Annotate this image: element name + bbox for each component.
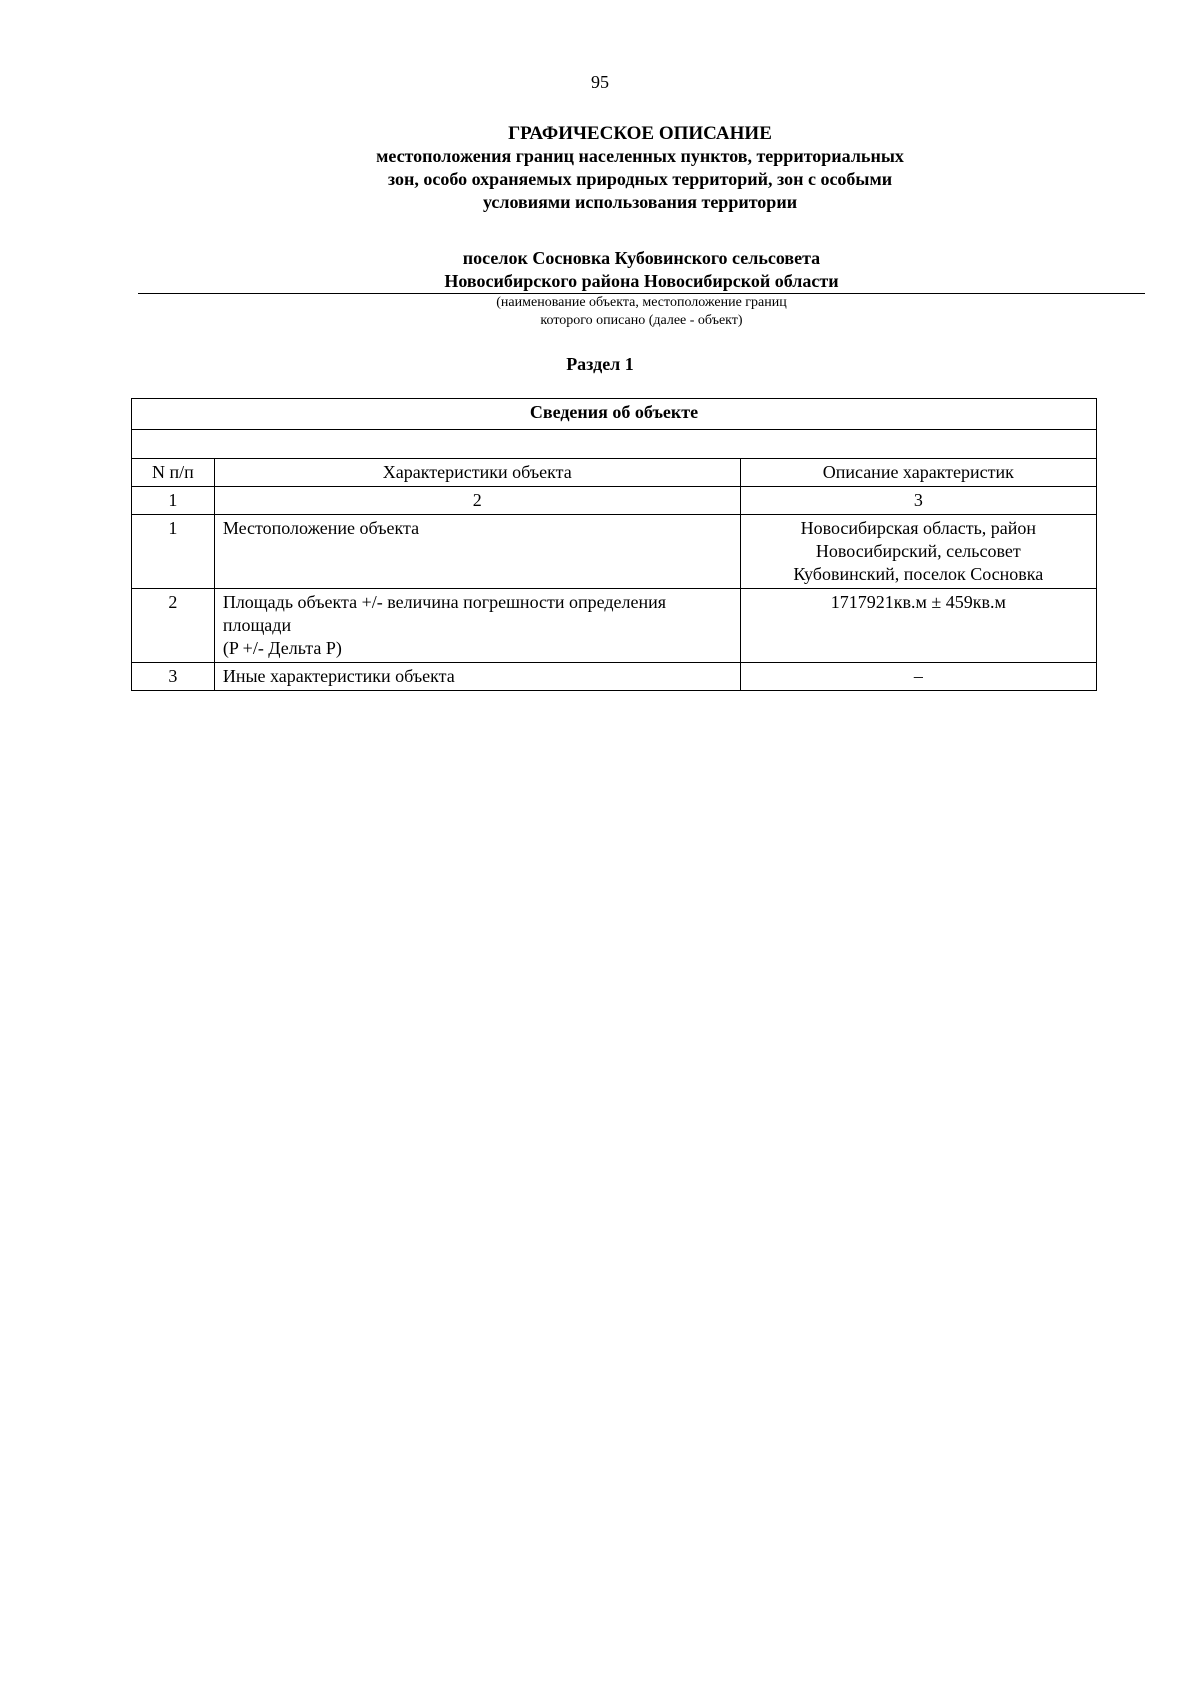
row-num: 1 bbox=[132, 515, 215, 589]
row-characteristic bbox=[214, 589, 740, 663]
table-caption-row bbox=[132, 399, 1097, 430]
row-description bbox=[740, 515, 1096, 589]
index-cell-1: 1 bbox=[132, 487, 215, 515]
row-description-line: Новосибирская область, район bbox=[800, 518, 1037, 538]
table-empty-cell bbox=[132, 430, 1097, 459]
object-name bbox=[138, 247, 1145, 294]
row-description bbox=[740, 589, 1096, 663]
table-index-row bbox=[132, 487, 1097, 515]
row-description-line: – bbox=[913, 666, 923, 686]
row-characteristic-line: Местоположение объекта bbox=[222, 518, 420, 538]
row-characteristic-line: (P +/- Дельта P) bbox=[222, 638, 342, 658]
table-caption: Сведения об объекте bbox=[132, 399, 1097, 430]
object-info-table bbox=[131, 398, 1097, 691]
table-row bbox=[132, 515, 1097, 589]
table-row bbox=[132, 589, 1097, 663]
index-cell-2: 2 bbox=[214, 487, 740, 515]
header-num: N п/п bbox=[132, 459, 215, 487]
row-description-line: 1717921кв.м ± 459кв.м bbox=[830, 592, 1006, 612]
title-line-3: условиями использования территории bbox=[482, 192, 798, 212]
document-title bbox=[130, 122, 1150, 214]
title-line-1: местоположения границ населенных пунктов, территориальных bbox=[376, 146, 904, 166]
header-characteristics: Характеристики объекта bbox=[214, 459, 740, 487]
row-characteristic-line: Иные характеристики объекта bbox=[222, 666, 455, 686]
object-caption bbox=[138, 294, 1145, 330]
row-num: 3 bbox=[132, 663, 215, 691]
index-cell-3: 3 bbox=[740, 487, 1096, 515]
table-empty-row bbox=[132, 430, 1097, 459]
title-main: ГРАФИЧЕСКОЕ ОПИСАНИЕ bbox=[508, 123, 772, 144]
table-row bbox=[132, 663, 1097, 691]
row-description-line: Новосибирский, сельсовет bbox=[815, 541, 1021, 561]
object-name-line-1: поселок Сосновка Кубовинского сельсовета bbox=[462, 248, 821, 268]
object-caption-line-2: которого описано (далее - объект) bbox=[540, 313, 743, 328]
object-caption-line-1: (наименование объекта, местоположение границ bbox=[496, 295, 787, 310]
page-number: 95 bbox=[591, 72, 609, 92]
row-characteristic bbox=[214, 515, 740, 589]
row-description-line: Кубовинский, поселок Сосновка bbox=[793, 564, 1044, 584]
row-characteristic-line: Площадь объекта +/- величина погрешности определения bbox=[222, 592, 667, 612]
row-num: 2 bbox=[132, 589, 215, 663]
header-description: Описание характеристик bbox=[740, 459, 1096, 487]
row-description bbox=[740, 663, 1096, 691]
section-title: Раздел 1 bbox=[566, 354, 634, 374]
row-characteristic-line: площади bbox=[222, 615, 292, 635]
table-header-row bbox=[132, 459, 1097, 487]
title-line-2: зон, особо охраняемых природных территорий, зон с особыми bbox=[387, 169, 893, 189]
row-characteristic bbox=[214, 663, 740, 691]
object-name-line-2: Новосибирского района Новосибирской области bbox=[444, 271, 839, 291]
